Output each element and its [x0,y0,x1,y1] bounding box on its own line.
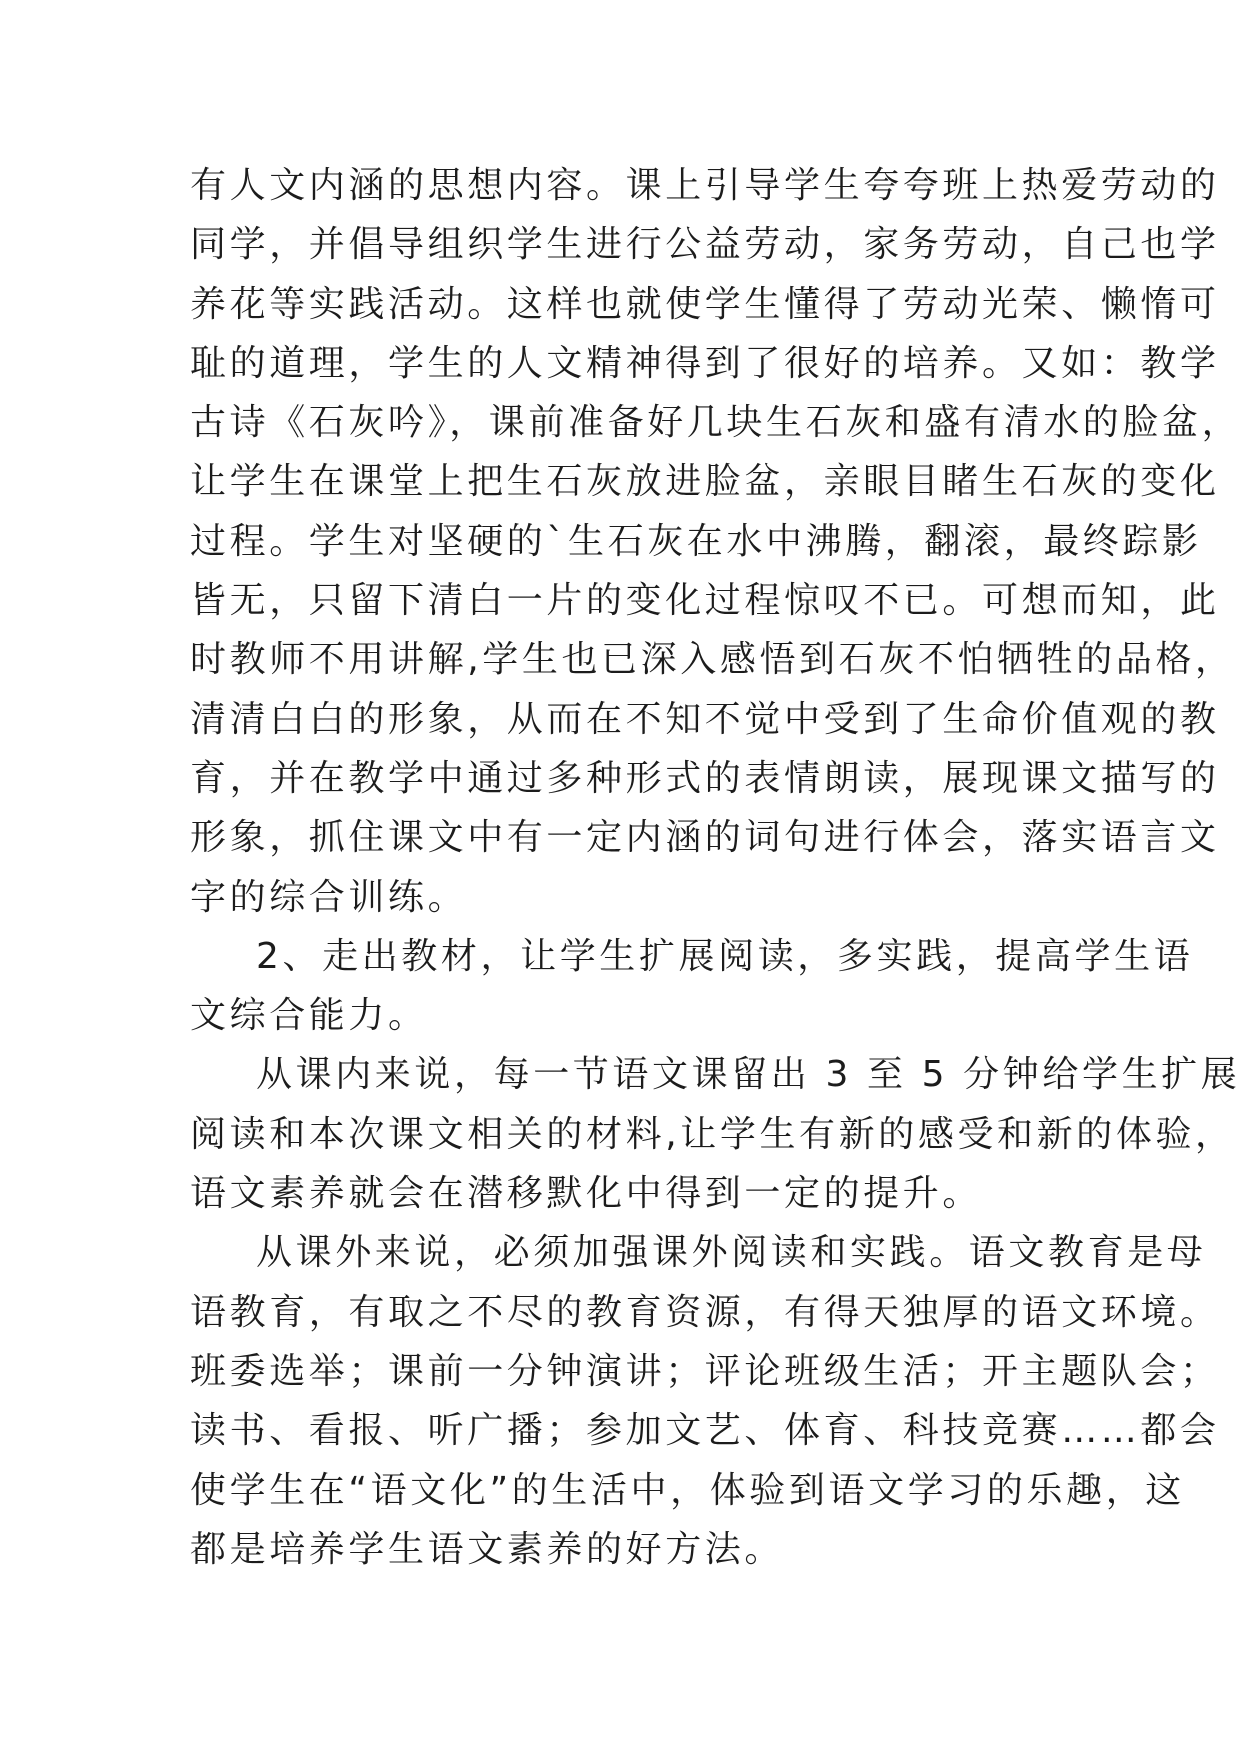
text-line: 皆无，只留下清白一片的变化过程惊叹不已。可想而知，此 [190,580,1220,622]
text-line: 阅读和本次课文相关的材料,让学生有新的感受和新的体验， [190,1113,1235,1155]
text-line: 使学生在“语文化”的生活中，体验到语文学习的乐趣，这 [190,1469,1185,1511]
text-line: 语文素养就会在潜移默化中得到一定的提升。 [190,1173,983,1215]
text-line: 有人文内涵的思想内容。课上引导学生夸夸班上热爱劳动的 [190,165,1220,206]
text-line: 形象，抓住课文中有一定内涵的词句进行体会，落实语言文 [190,817,1220,859]
text-line: 育，并在教学中通过多种形式的表情朗读，展现课文描写的 [190,757,1220,799]
section-heading-line: 文综合能力。 [190,995,428,1037]
text-line: 字的综合训练。 [190,876,468,918]
text-line: 养花等实践活动。这样也就使学生懂得了劳动光荣、懒惰可 [190,283,1220,325]
text-line: 同学，并倡导组织学生进行公益劳动，家务劳动，自己也学 [190,224,1220,266]
text-line: 让学生在课堂上把生石灰放进脸盆，亲眼目睹生石灰的变化 [190,461,1220,503]
text-line: 语教育，有取之不尽的教育资源，有得天独厚的语文环境。 [190,1291,1220,1333]
paragraph-start-line: 从课外来说，必须加强课外阅读和实践。语文教育是母 [256,1232,1207,1274]
text-line: 清清白白的形象，从而在不知不觉中受到了生命价值观的教 [190,698,1220,740]
section-heading-line: 2、走出教材，让学生扩展阅读，多实践，提高学生语 [256,935,1194,977]
text-line: 班委选举；课前一分钟演讲；评论班级生活；开主题队会； [190,1350,1220,1392]
text-line: 都是培养学生语文素养的好方法。 [190,1528,785,1570]
text-line: 时教师不用讲解,学生也已深入感悟到石灰不怕牺牲的品格， [190,639,1235,681]
text-line: 古诗《石灰吟》，课前准备好几块生石灰和盛有清水的脸盆， [190,402,1241,444]
text-line: 耻的道理，学生的人文精神得到了很好的培养。又如：教学 [190,342,1220,384]
text-line: 读书、看报、听广播；参加文艺、体育、科技竞赛……都会 [190,1410,1220,1452]
paragraph-start-line: 从课内来说，每一节语文课留出 3 至 5 分钟给学生扩展 [256,1054,1241,1096]
text-line: 过程。学生对坚硬的`生石灰在水中沸腾，翻滚，最终踪影 [190,520,1202,562]
body-text [190,156,1241,1579]
